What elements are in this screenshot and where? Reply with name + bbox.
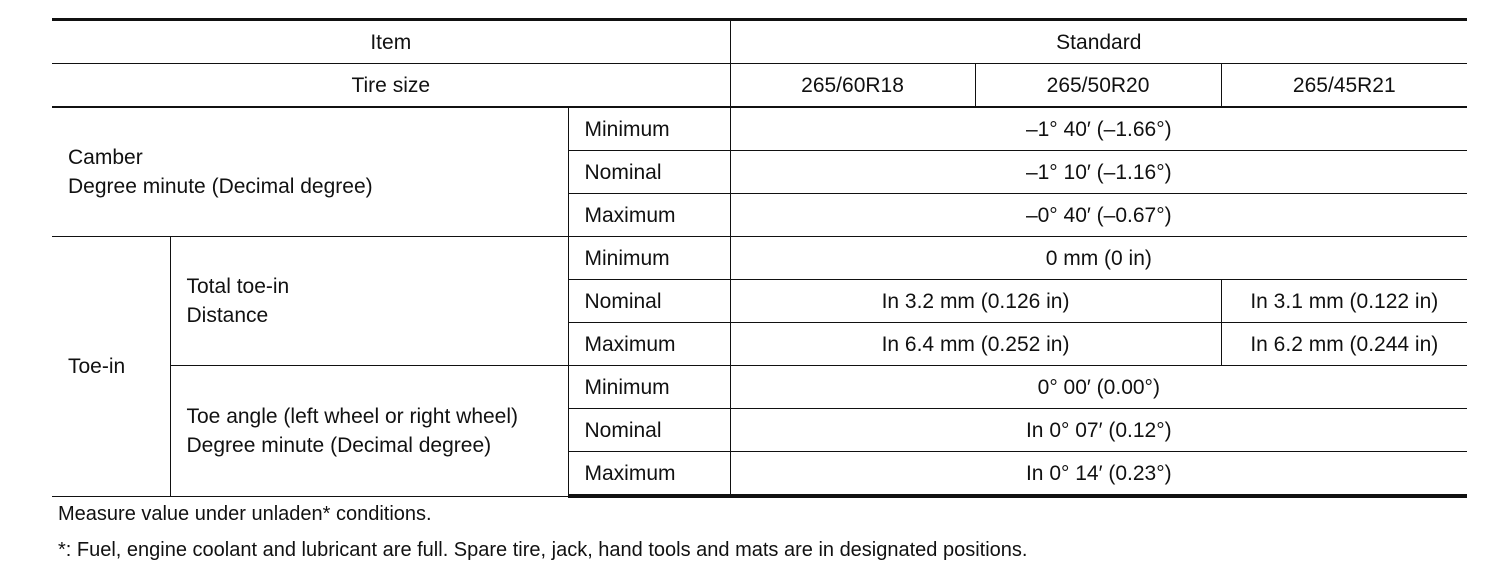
toe-angle-label bbox=[170, 366, 568, 497]
total-toe-in-minimum-value: 0 mm (0 in) bbox=[730, 237, 1467, 280]
header-row bbox=[52, 20, 1467, 64]
toe-angle-maximum-value: In 0° 14′ (0.23°) bbox=[730, 452, 1467, 497]
toe-angle-nominal-value: In 0° 07′ (0.12°) bbox=[730, 409, 1467, 452]
total-toe-in-label-line1: Total toe-in bbox=[186, 275, 290, 298]
tire-size-row bbox=[52, 64, 1467, 108]
camber-minimum-value: –1° 40′ (–1.66°) bbox=[730, 107, 1467, 151]
total-toe-in-label bbox=[170, 237, 568, 366]
camber-label-line1: Camber bbox=[68, 146, 143, 169]
unladen-definition-note: *: Fuel, engine coolant and lubricant are full. Spare tire, jack, hand tools and mats are in designated positions. bbox=[58, 539, 1028, 561]
toe-angle-minimum-value: 0° 00′ (0.00°) bbox=[730, 366, 1467, 409]
toe-angle-label-line2: Degree minute (Decimal degree) bbox=[186, 433, 492, 457]
tire-size-265-45r21: 265/45R21 bbox=[1221, 64, 1467, 108]
item-header: Item bbox=[52, 20, 730, 64]
total-toe-in-nominal-value-21: In 3.1 mm (0.122 in) bbox=[1221, 280, 1467, 323]
total-toe-in-label-line2: Distance bbox=[186, 304, 269, 327]
total-toe-in-minimum-label: Minimum bbox=[568, 237, 730, 280]
camber-maximum-value: –0° 40′ (–0.67°) bbox=[730, 194, 1467, 237]
tire-size-label: Tire size bbox=[52, 64, 730, 108]
toe-angle-minimum-label: Minimum bbox=[568, 366, 730, 409]
toe-angle-maximum-label: Maximum bbox=[568, 452, 730, 497]
tire-size-265-50r20: 265/50R20 bbox=[975, 64, 1221, 108]
wheel-alignment-spec-table bbox=[52, 18, 1467, 498]
toe-angle-nominal-label: Nominal bbox=[568, 409, 730, 452]
total-toe-in-maximum-value-18-20: In 6.4 mm (0.252 in) bbox=[730, 323, 1221, 366]
unladen-note: Measure value under unladen* conditions. bbox=[58, 503, 432, 525]
toe-in-label: Toe-in bbox=[52, 237, 170, 497]
toe-angle-label-line1: Toe angle (left wheel or right wheel) bbox=[186, 404, 519, 428]
toe-angle-minimum-row bbox=[52, 366, 1467, 409]
standard-header: Standard bbox=[730, 20, 1467, 64]
footnotes bbox=[58, 501, 1027, 573]
total-toe-in-nominal-label: Nominal bbox=[568, 280, 730, 323]
camber-label bbox=[52, 107, 568, 237]
camber-nominal-value: –1° 10′ (–1.16°) bbox=[730, 151, 1467, 194]
total-toe-in-maximum-value-21: In 6.2 mm (0.244 in) bbox=[1221, 323, 1467, 366]
camber-minimum-label: Minimum bbox=[568, 107, 730, 151]
camber-nominal-label: Nominal bbox=[568, 151, 730, 194]
camber-label-line2: Degree minute (Decimal degree) bbox=[68, 175, 373, 198]
total-toe-in-minimum-row bbox=[52, 237, 1467, 280]
tire-size-265-60r18: 265/60R18 bbox=[730, 64, 975, 108]
total-toe-in-maximum-label: Maximum bbox=[568, 323, 730, 366]
camber-maximum-label: Maximum bbox=[568, 194, 730, 237]
total-toe-in-nominal-value-18-20: In 3.2 mm (0.126 in) bbox=[730, 280, 1221, 323]
camber-minimum-row bbox=[52, 107, 1467, 151]
